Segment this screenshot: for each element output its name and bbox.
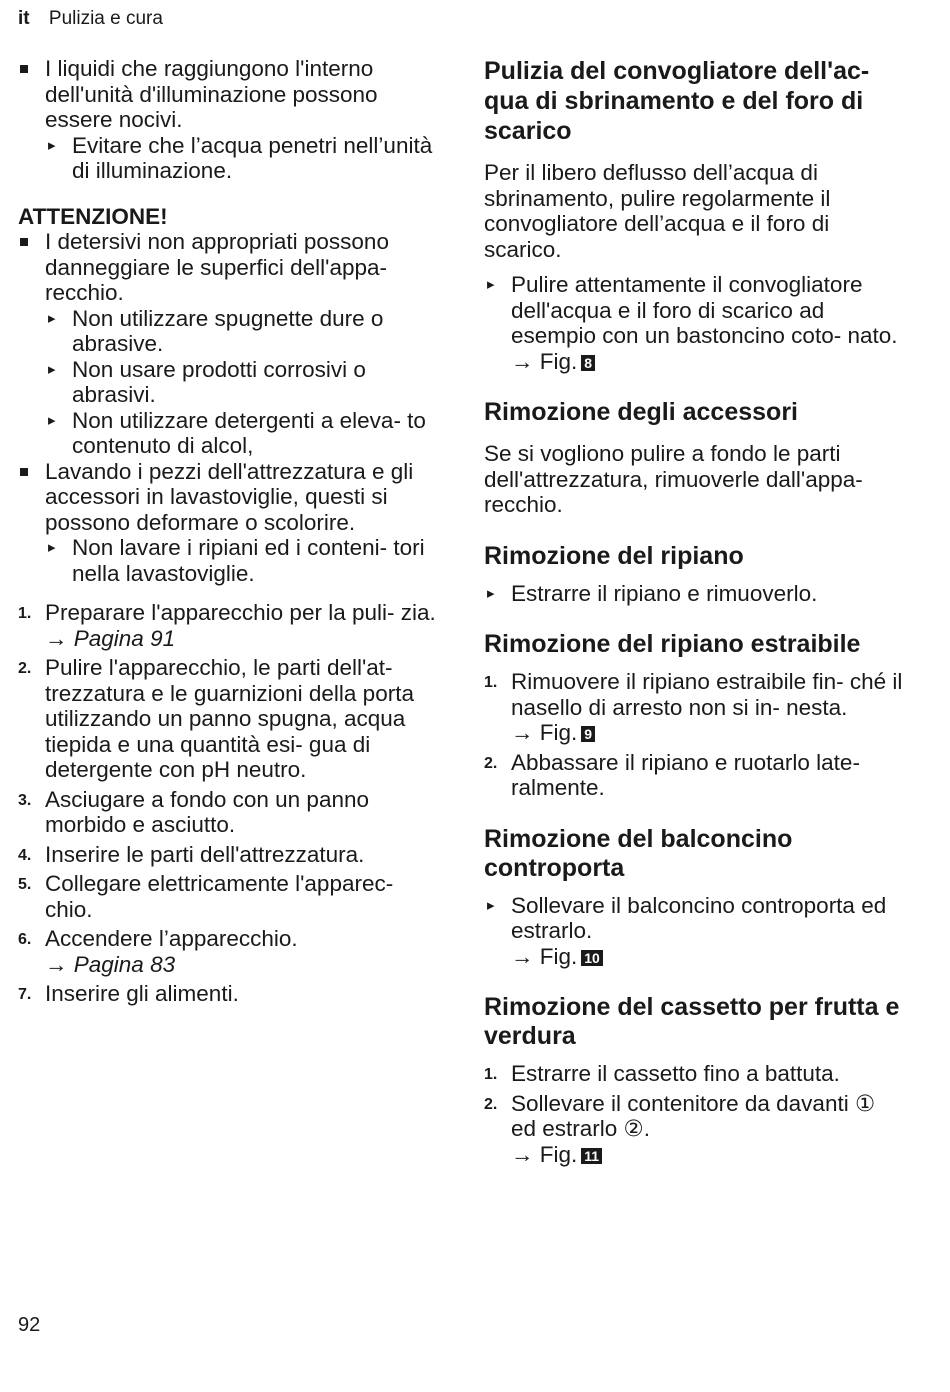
steps-list [484, 1061, 904, 1167]
steps-list [18, 600, 438, 1007]
figure-badge[interactable]: 9 [581, 726, 595, 742]
attention-action: ▸ Non utilizzare detergenti a eleva- to contenuto di alcol, [45, 408, 438, 459]
list-item: 4. Inserire le parti dell'attrezzatura. [18, 841, 365, 867]
list-item: 3. Asciugare a fondo con un panno morbido e asciutto. [18, 786, 369, 837]
section-title: Pulizia e cura [48, 8, 163, 29]
list-item: 2. Sollevare il contenitore da davanti ① ed estrarlo ②. → Fig. 11 [484, 1090, 876, 1167]
list-item: 1. Preparare l'apparecchio per la puli- zia. → Pagina 91 [18, 600, 436, 651]
figure-badge[interactable]: 11 [581, 1148, 602, 1164]
list-item: 2. Pulire l'apparecchio, le parti dell'at- trezzatura e le guarnizioni della porta utilizzando un panno spugna, acqua tiepida e una quantità esi- gua di detergente con pH neutro. [18, 655, 414, 782]
paragraph: Per il libero deflusso dell’acqua di sbrinamento, pulire regolarmente il convogliatore dell’acqua e il foro di scarico. [484, 160, 831, 262]
left-column [18, 56, 438, 1007]
attention-action: ▸ Non lavare i ripiani ed i conteni- tori nella lavastoviglie. [45, 535, 438, 586]
figure-badge[interactable]: 8 [581, 355, 595, 371]
list-item: 2. Abbassare il ripiano e ruotarlo late- ralmente. [484, 749, 860, 800]
attention-bullet-2: Lavando i pezzi dell'attrezzatura e gli accessori in lavastoviglie, questi si possono deformare o scolorire. [18, 459, 438, 536]
section-heading: Rimozione del ripiano estraibile [484, 630, 861, 658]
warning-text: I liquidi che raggiungono l'interno dell'unità d'illuminazione possono essere nocivi. [45, 56, 378, 132]
action-item: ▸ Pulire attentamente il convogliatore dell'acqua e il foro di scarico ad esempio con un bastoncino coto- nato. → Fig. 8 [484, 272, 904, 374]
steps-list [484, 669, 904, 801]
section-heading: Rimozione degli accessori [484, 398, 798, 426]
section-heading: Rimozione del cassetto per frutta e verdura [484, 993, 900, 1050]
attention-bullet-1: I detersivi non appropriati possono danneggiare le superfici dell'appa- recchio. [18, 229, 438, 306]
section-heading: Rimozione del balconcino controporta [484, 824, 793, 882]
page-number: 92 [18, 1314, 41, 1336]
figure-badge[interactable]: 10 [581, 950, 603, 966]
attention-action: ▸ Non usare prodotti corrosivi o abrasivi. [45, 357, 438, 408]
page-link[interactable]: Pagina 91 [73, 625, 176, 651]
section-heading: Pulizia del convogliatore dell'ac- qua di sbrinamento e del foro di scarico [484, 57, 870, 145]
language-code: it [18, 8, 30, 29]
page-link[interactable]: Pagina 83 [73, 951, 176, 977]
list-item: 1. Estrarre il cassetto fino a battuta. [484, 1061, 840, 1086]
list-item: 7. Inserire gli alimenti. [18, 981, 239, 1006]
list-item: 1. Rimuovere il ripiano estraibile fin- ché il nasello di arresto non si in- nesta. → Fig. 9 [484, 669, 903, 745]
warning-bullet [18, 56, 438, 133]
list-item: 5. Collegare elettricamente l'apparec- chio. [18, 871, 394, 922]
page-header [18, 8, 163, 30]
action-item: ▸ Sollevare il balconcino controporta ed estrarlo. → Fig. 10 [484, 893, 904, 970]
attention-title: ATTENZIONE! [18, 203, 168, 229]
paragraph: Se si vogliono pulire a fondo le parti dell'attrezzatura, rimuoverle dall'appa- recchio. [484, 441, 863, 517]
warning-action: ▸ Evitare che l’acqua penetri nell’unità di illuminazione. [45, 133, 438, 184]
action-item: ▸ Estrarre il ripiano e rimuoverlo. [484, 581, 904, 607]
attention-action: ▸ Non utilizzare spugnette dure o abrasive. [45, 306, 438, 357]
section-heading: Rimozione del ripiano [484, 541, 744, 570]
right-column [484, 56, 904, 1167]
list-item: 6. Accendere l’apparecchio. → Pagina 83 [18, 926, 298, 977]
